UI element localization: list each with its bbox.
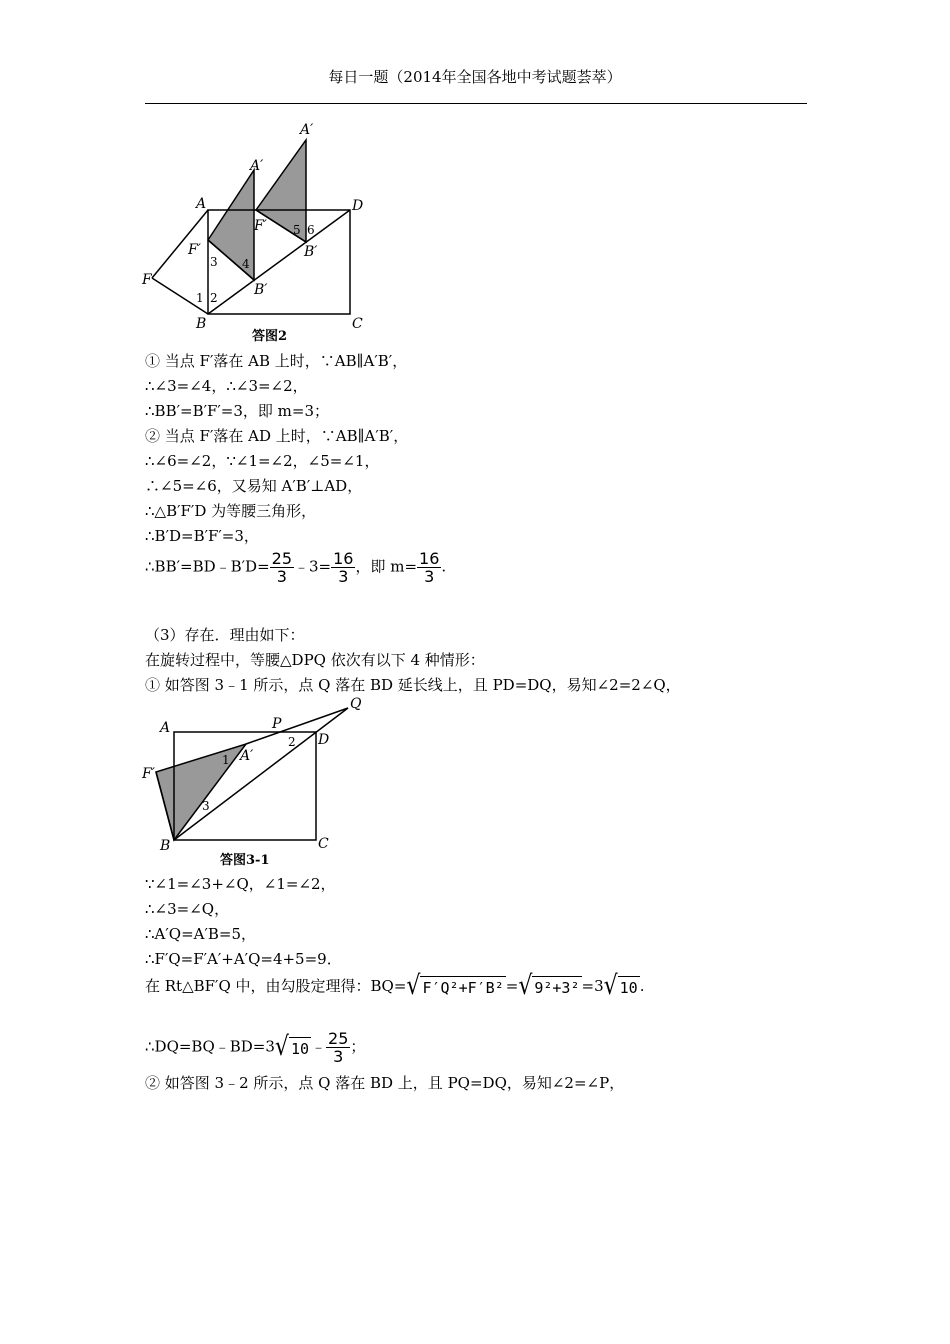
label-P: P bbox=[272, 716, 282, 732]
svg-text:2: 2 bbox=[210, 291, 218, 305]
label-C: C bbox=[318, 836, 329, 852]
label-F-prime-1: F′ bbox=[188, 242, 201, 258]
label-A-prime-1: A′ bbox=[250, 158, 264, 174]
equation-bb: ∴BB′=BD﹣B′D= $\frac{25}{3}$ ﹣3= $\frac{16}{3}$ ，即 m= $\frac{16}{3}$ . bbox=[145, 549, 447, 586]
label-D: D bbox=[318, 732, 330, 748]
text-line: ∴A′Q=A′B=5， bbox=[145, 925, 257, 943]
figure-caption: 答图2 bbox=[252, 329, 288, 344]
figure-answer-3-1 bbox=[140, 694, 380, 870]
svg-text:1: 1 bbox=[222, 753, 230, 767]
label-C: C bbox=[352, 316, 363, 332]
page-header: 每日一题（2014年全国各地中考试题荟萃） bbox=[328, 68, 622, 86]
text-line: ∴B′D=B′F′=3， bbox=[145, 527, 259, 545]
svg-text:5: 5 bbox=[293, 223, 301, 237]
text-line: ② 当点 F′落在 AD 上时，∵AB∥A′B′， bbox=[145, 427, 409, 445]
label-A: A bbox=[196, 196, 207, 212]
label-B: B bbox=[196, 316, 207, 332]
label-A: A bbox=[160, 720, 171, 736]
text-line: ∴∠5=∠6，又易知 A′B′⊥AD， bbox=[145, 477, 363, 495]
label-A-prime-2: A′ bbox=[300, 122, 314, 138]
svg-text:6: 6 bbox=[307, 223, 315, 237]
text-line: ∴F′Q=F′A′+A′Q=4+5=9． bbox=[145, 950, 342, 968]
label-F-prime-2: F′ bbox=[254, 218, 267, 234]
label-A-prime: A′ bbox=[240, 748, 254, 764]
text-line: （3）存在．理由如下： bbox=[145, 626, 305, 644]
text-line: ∴∠3=∠Q， bbox=[145, 900, 230, 918]
svg-text:4: 4 bbox=[242, 257, 250, 271]
text-line: ∵∠1=∠3+∠Q，∠1=∠2， bbox=[145, 875, 336, 893]
label-B: B bbox=[160, 838, 171, 854]
text-line: ① 当点 F′落在 AB 上时，∵AB∥A′B′， bbox=[145, 352, 408, 370]
text-line: ∴△B′F′D 为等腰三角形， bbox=[145, 502, 317, 520]
svg-text:3: 3 bbox=[202, 799, 210, 813]
text-line: ∴∠3=∠4，∴∠3=∠2， bbox=[145, 377, 308, 395]
svg-text:3: 3 bbox=[210, 255, 218, 269]
figure-caption: 答图3-1 bbox=[220, 853, 270, 868]
text-line: 在旋转过程中，等腰△DPQ 依次有以下 4 种情形： bbox=[145, 651, 485, 669]
svg-text:1: 1 bbox=[196, 291, 204, 305]
label-D: D bbox=[352, 198, 364, 214]
equation-dq: ∴DQ=BQ﹣BD=3√ 10 ﹣ $\frac{25}{3}$ ； bbox=[145, 1029, 366, 1066]
equation-bq: 在 Rt△BF′Q 中，由勾股定理得：BQ=√ F′Q²+F′B² =√ 9²+3² =3√ 10 . bbox=[145, 971, 645, 1002]
label-B-prime-1: B′ bbox=[254, 282, 268, 298]
label-F-prime: F′ bbox=[142, 766, 155, 782]
text-line: ② 如答图 3﹣2 所示，点 Q 落在 BD 上，且 PQ=DQ，易知∠2=∠P， bbox=[145, 1074, 625, 1092]
header-rule bbox=[145, 103, 807, 104]
svg-text:2: 2 bbox=[288, 735, 296, 749]
figure-answer-2 bbox=[140, 118, 380, 346]
label-Q: Q bbox=[350, 696, 362, 712]
text-line: ∴∠6=∠2，∵∠1=∠2，∠5=∠1， bbox=[145, 452, 380, 470]
label-F: F bbox=[142, 272, 152, 288]
text-line: ① 如答图 3﹣1 所示，点 Q 落在 BD 延长线上，且 PD=DQ，易知∠2=2∠Q， bbox=[145, 676, 681, 694]
text-line: ∴BB′=B′F′=3，即 m=3； bbox=[145, 402, 330, 420]
label-B-prime-2: B′ bbox=[304, 244, 318, 260]
